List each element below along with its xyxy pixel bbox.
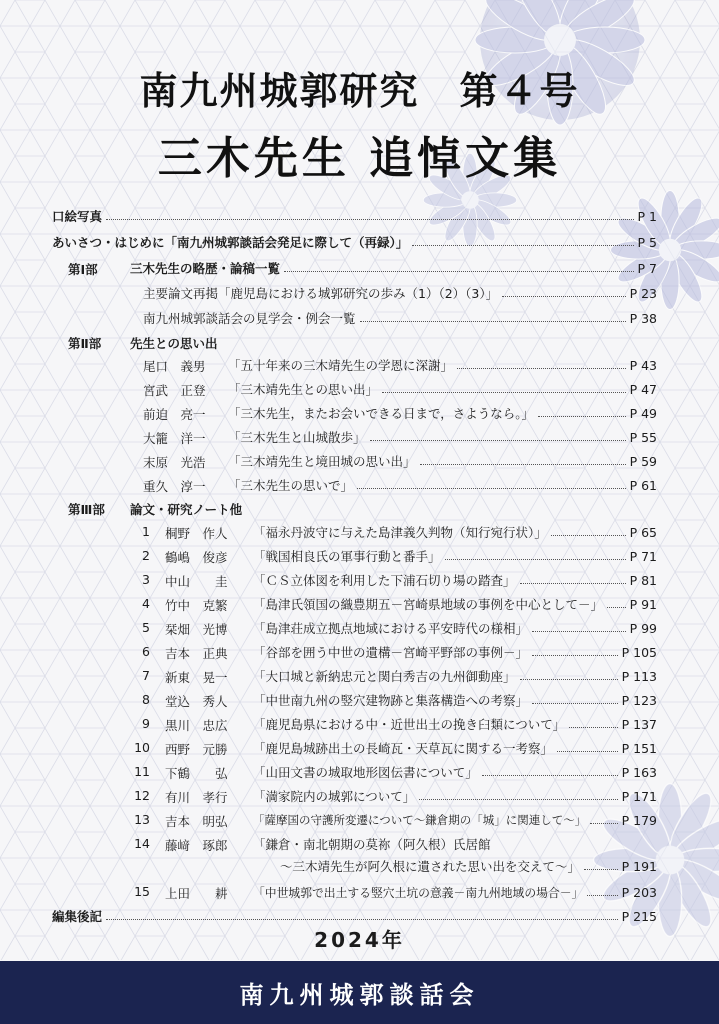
part2-title: 先生との思い出	[130, 336, 218, 351]
toc-entry-page: P 5	[637, 234, 657, 250]
toc-entry-title: 「三木靖先生と境田城の思い出」	[228, 454, 416, 469]
article-number: 15	[134, 884, 150, 899]
author-name: 黒川 忠広	[165, 718, 228, 733]
author-name: 吉本 正典	[165, 646, 228, 661]
article-number: 12	[134, 788, 150, 803]
article-number: 8	[142, 692, 150, 707]
article-number: 14	[134, 836, 150, 851]
publisher-banner	[0, 961, 719, 1024]
leader-dots	[412, 245, 633, 246]
toc-entry-article[interactable]	[253, 810, 657, 830]
part1-label: 第Ⅰ部	[68, 262, 98, 277]
toc-entry-page: P 191	[621, 858, 657, 874]
leader-dots	[382, 392, 626, 393]
toc-entry-title: 「鹿児島県における中・近世出土の挽き臼類について」	[253, 717, 566, 732]
author-name: 竹中 克繁	[165, 598, 228, 613]
leader-dots	[106, 919, 618, 920]
leader-dots	[419, 799, 617, 800]
toc-entry-title: 「三木先生と山城散歩」	[228, 430, 366, 445]
author-name: 中山 圭	[165, 574, 228, 589]
toc-entry-part1[interactable]	[130, 258, 657, 278]
author-name: 西野 元勝	[165, 742, 228, 757]
leader-dots	[370, 440, 626, 441]
toc-entry-memoir[interactable]	[228, 475, 657, 495]
toc-entry-memoir[interactable]	[228, 355, 657, 375]
toc-entry-title: 「五十年来の三木靖先生の学恩に深謝」	[228, 358, 454, 373]
toc-entry-title: 「鎌倉・南北朝期の莫祢（阿久根）氏居館	[253, 837, 491, 852]
author-name: 有川 孝行	[165, 790, 228, 805]
toc-entry-page: P 105	[621, 644, 657, 660]
toc-entry-article[interactable]	[253, 546, 657, 566]
toc-entry-subtitle: ～三木靖先生が阿久根に遺された思い出を交えて～」	[280, 859, 581, 874]
toc-entry-memoir[interactable]	[228, 379, 657, 399]
leader-dots	[357, 488, 626, 489]
toc-entry-title: 南九州城郭談話会の見学会・例会一覧	[143, 311, 356, 326]
toc-entry-title: 「三木靖先生との思い出」	[228, 382, 379, 397]
toc-entry-part1-item[interactable]	[143, 308, 657, 328]
leader-dots	[520, 679, 618, 680]
toc-entry-article[interactable]	[253, 618, 657, 638]
toc-entry-greeting[interactable]	[52, 232, 657, 252]
article-number: 1	[142, 524, 150, 539]
leader-dots	[538, 416, 626, 417]
toc-entry-title: 「中世城郭で出土する竪穴土坑の意義－南九州地域の場合－」	[253, 885, 584, 900]
part3-title: 論文・研究ノート他	[130, 502, 243, 517]
toc-entry-page: P 91	[629, 596, 657, 612]
leader-dots	[482, 775, 618, 776]
leader-dots	[520, 583, 626, 584]
toc-entry-title: あいさつ・はじめに「南九州城郭談話会発足に際して（再録）」	[52, 235, 409, 250]
toc-entry-page: P 71	[629, 548, 657, 564]
toc-entry-page: P 151	[621, 740, 657, 756]
publisher-name: 南九州城郭談話会	[239, 981, 480, 1009]
toc-entry-title: 「山田文書の城取地形図伝書について」	[253, 765, 478, 780]
toc-entry-title: 「戦国相良氏の軍事行動と番手」	[253, 549, 441, 564]
author-name: 大籠 洋一	[143, 431, 206, 446]
toc-entry-page: P 99	[629, 620, 657, 636]
article-number: 7	[142, 668, 150, 683]
article-number: 4	[142, 596, 150, 611]
author-name: 宮武 正登	[143, 383, 206, 398]
toc-entry-title: 編集後記	[52, 909, 103, 924]
toc-entry-page: P 123	[621, 692, 657, 708]
toc-entry-title: 「島津荘成立拠点地域における平安時代の様相」	[253, 621, 529, 636]
author-name: 栞畑 光博	[165, 622, 228, 637]
author-name: 重久 淳一	[143, 479, 206, 494]
toc-entry-page: P 1	[637, 208, 657, 224]
toc-entry-page: P 55	[629, 429, 657, 445]
toc-entry-article[interactable]	[253, 642, 657, 662]
toc-entry-page: P 113	[621, 668, 657, 684]
toc-entry-title: 「三木先生の思いで」	[228, 478, 354, 493]
toc-entry-title: 主要論文再掲「鹿児島における城郭研究の歩み（1）（2）（3）」	[143, 286, 499, 301]
author-name: 尾口 義男	[143, 359, 206, 374]
leader-dots	[584, 869, 618, 870]
toc-entry-page: P 163	[621, 764, 657, 780]
leader-dots	[590, 823, 617, 824]
toc-entry-article-line2[interactable]	[280, 856, 657, 876]
toc-entry-article[interactable]	[253, 714, 657, 734]
toc-entry-title: 「谷部を囲う中世の遺構－宮崎平野部の事例－」	[253, 645, 529, 660]
leader-dots	[532, 655, 618, 656]
toc-entry-article[interactable]	[253, 666, 657, 686]
article-number: 3	[142, 572, 150, 587]
toc-entry-title: 「島津氏領国の織豊期五－宮崎県地域の事例を中心として－」	[253, 597, 604, 612]
toc-entry-page: P 179	[621, 812, 657, 828]
toc-entry-page: P 65	[629, 524, 657, 540]
author-name: 上田 耕	[165, 886, 228, 901]
author-name: 末原 光浩	[143, 455, 206, 470]
article-number: 10	[134, 740, 150, 755]
toc-entry-title: 「満家院内の城郭について」	[253, 789, 416, 804]
leader-dots	[502, 296, 625, 297]
publication-year: 2024年	[314, 928, 405, 952]
author-name: 下鶴 弘	[165, 766, 228, 781]
toc-entry-memoir[interactable]	[228, 451, 657, 471]
toc-entry-title: 「三木先生，またお会いできる日まで，さようなら。」	[228, 406, 535, 421]
part3-label: 第Ⅲ部	[68, 502, 105, 517]
toc-entry-article[interactable]	[253, 738, 657, 758]
toc-entry-article[interactable]	[253, 570, 657, 590]
author-name: 吉本 明弘	[165, 814, 228, 829]
article-number: 13	[134, 812, 150, 827]
toc-entry-article[interactable]	[253, 882, 657, 902]
toc-entry-title: 口絵写真	[52, 209, 103, 224]
toc-entry-page: P 137	[621, 716, 657, 732]
toc-entry-title: 「薩摩国の守護所変遷について～鎌倉期の「城」に関連して～」	[253, 813, 587, 827]
author-name: 前迫 亮一	[143, 407, 206, 422]
toc-entry-page: P 59	[629, 453, 657, 469]
toc-entry-title: 「中世南九州の竪穴建物跡と集落構造への考察」	[253, 693, 529, 708]
toc-entry-page: P 61	[629, 477, 657, 493]
leader-dots	[284, 271, 634, 272]
article-number: 2	[142, 548, 150, 563]
article-number: 11	[134, 764, 150, 779]
leader-dots	[532, 631, 626, 632]
toc-entry-title: 「ＣＳ立体図を利用した下浦石切り場の踏査」	[253, 573, 516, 588]
leader-dots	[557, 751, 618, 752]
toc-entry-page: P 38	[629, 310, 657, 326]
toc-entry-title: 「鹿児島城跡出土の長崎瓦・天草瓦に関する一考察」	[253, 741, 554, 756]
toc-entry-page: P 215	[621, 908, 657, 924]
article-number: 9	[142, 716, 150, 731]
toc-entry-page: P 49	[629, 405, 657, 421]
journal-title: 南九州城郭研究 第４号	[139, 68, 580, 113]
leader-dots	[607, 607, 626, 608]
toc-entry-article[interactable]	[253, 522, 657, 542]
toc-entry-page: P 47	[629, 381, 657, 397]
toc-entry-page: P 203	[621, 884, 657, 900]
toc-entry-title: 三木先生の略歴・論稿一覧	[130, 261, 281, 276]
collection-title: 三木先生 追悼文集	[157, 133, 562, 184]
leader-dots	[420, 464, 626, 465]
leader-dots	[445, 559, 626, 560]
toc-entry-page: P 43	[629, 357, 657, 373]
toc-entry-page: P 81	[629, 572, 657, 588]
toc-entry-article[interactable]	[253, 786, 657, 806]
toc-entry-part1-item[interactable]	[143, 283, 657, 303]
toc-entry-title: 「福永丹波守に与えた島津義久判物（知行宛行状）」	[253, 525, 547, 540]
toc-entry-article[interactable]	[253, 762, 657, 782]
toc-entry-page: P 7	[637, 260, 657, 276]
author-name: 堂込 秀人	[165, 694, 228, 709]
leader-dots	[532, 703, 618, 704]
author-name: 鶴嶋 俊彦	[165, 550, 228, 565]
part2-label: 第Ⅱ部	[68, 336, 102, 351]
toc-entry-memoir[interactable]	[228, 427, 657, 447]
toc-entry-article[interactable]	[253, 690, 657, 710]
article-number: 6	[142, 644, 150, 659]
leader-dots	[360, 321, 626, 322]
author-name: 藤﨑 琢郎	[165, 838, 228, 853]
toc-entry-article-line1[interactable]	[253, 834, 657, 854]
toc-entry-title: 「大口城と新納忠元と関白秀吉の九州御動座」	[253, 669, 516, 684]
leader-dots	[551, 535, 626, 536]
author-name: 桐野 作人	[165, 526, 228, 541]
article-number: 5	[142, 620, 150, 635]
toc-entry-memoir[interactable]	[228, 403, 657, 423]
author-name: 新東 晃一	[165, 670, 228, 685]
leader-dots	[106, 219, 634, 220]
leader-dots	[569, 727, 617, 728]
toc-entry-page: P 23	[629, 285, 657, 301]
leader-dots	[457, 368, 626, 369]
toc-entry-frontispiece[interactable]	[52, 206, 657, 226]
toc-entry-afterword[interactable]	[52, 906, 657, 926]
leader-dots	[587, 895, 617, 896]
toc-entry-page: P 171	[621, 788, 657, 804]
toc-entry-article[interactable]	[253, 594, 657, 614]
